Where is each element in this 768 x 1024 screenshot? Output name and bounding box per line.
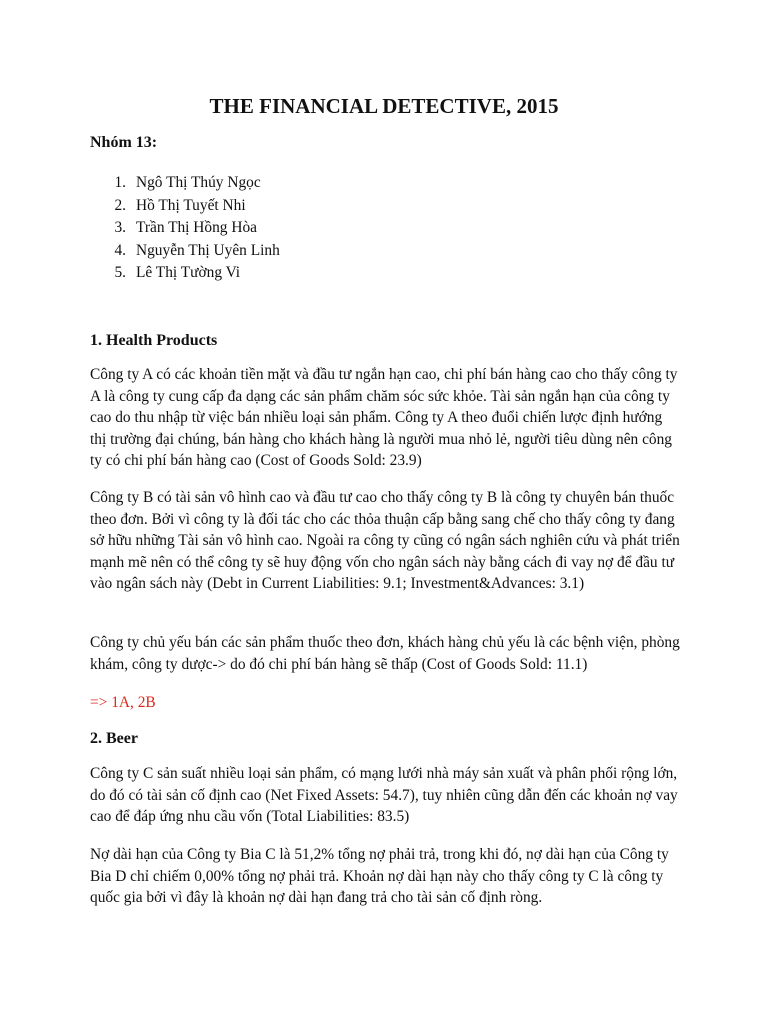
answer-text: => 1A, 2B — [90, 694, 156, 711]
section-answer — [90, 692, 682, 714]
member-name: Trần Thị Hồng Hòa — [136, 219, 257, 237]
member-name: Ngô Thị Thúy Ngọc — [136, 174, 261, 191]
paragraph-company-c: Công ty C sản suất nhiều loại sản phẩm, có mạng lưới nhà máy sản xuất và phân phối rộng lớn, do đó có tài sản cố định cao (Net Fixed Assets: 54.7), tuy nhiên cũng dẫn đến các khoản nợ vay cao để đáp ứng nhu cầu vốn (Total Liabilities: 83.5) — [90, 765, 678, 826]
list-item — [90, 217, 280, 240]
member-name: Nguyễn Thị Uyên Linh — [136, 241, 280, 259]
section-heading: 1. Health Products — [90, 332, 218, 349]
list-item-number: 1. — [114, 174, 126, 191]
section-beer — [90, 729, 682, 749]
list-item — [90, 172, 280, 195]
section-paragraph — [90, 487, 682, 595]
paragraph-company-a: Công ty A có các khoản tiền mặt và đầu tư ngắn hạn cao, chi phí bán hàng cao cho thấy công ty A là công ty cung cấp đa dạng các sản phẩm chăm sóc sức khỏe. Tài sản ngắn hạn của công ty cao do thu nhập từ việc bán nhiều loại sản phẩm. Công ty A theo đuổi chiến lược định hướng thị trường đại chúng, bán hàng cho khách hàng là người mua nhỏ lẻ, người tiêu dùng nên công ty có chi phí bán hàng cao (Cost of Goods Sold: 23.9) — [90, 366, 678, 470]
paragraph-prescription: Công ty chủ yếu bán các sản phẩm thuốc theo đơn, khách hàng chủ yếu là các bệnh viện, phòng khám, công ty dược-> do đó chi phí bán hàng sẽ thấp (Cost of Goods Sold: 11.1) — [90, 634, 680, 673]
section-paragraph — [90, 763, 682, 828]
list-item — [90, 240, 280, 263]
list-item — [90, 195, 280, 218]
section-health-products — [90, 331, 682, 351]
list-item-number: 5. — [114, 264, 126, 282]
document-title: THE FINANCIAL DETECTIVE, 2015 — [209, 94, 559, 118]
list-item-number: 4. — [114, 241, 126, 259]
section-paragraph — [90, 844, 682, 909]
paragraph-company-b: Công ty B có tài sản vô hình cao và đầu tư cao cho thấy công ty B là công ty chuyên bán thuốc theo đơn. Bởi vì công ty là đối tác cho các thỏa thuận cấp bằng sang chế cho thấy công ty đang sở hữu những Tài sản vô hình cao. Ngoài ra công ty cũng có ngân sách nghiên cứu và phát triển mạnh mẽ nên có thể công ty sẽ huy động vốn cho ngân sách này bằng cách đi vay nợ để đầu tư vào ngân sách này (Debt in Current Liabilities: 9.1; Investment&Advances: 3.1) — [90, 489, 680, 593]
member-list — [90, 172, 280, 285]
list-item-number: 2. — [114, 196, 126, 214]
list-item — [90, 262, 280, 285]
section-heading: 2. Beer — [90, 730, 138, 747]
paragraph-long-term-debt: Nợ dài hạn của Công ty Bia C là 51,2% tổng nợ phải trả, trong khi đó, nợ dài hạn của Công ty Bia D chỉ chiếm 0,00% tổng nợ phải trả. Khoản nợ dài hạn này cho thấy công ty C là công ty quốc gia bởi vì đây là khoản nợ dài hạn đang trả cho tài sản cố định ròng. — [90, 846, 669, 907]
group-heading: Nhóm 13: — [90, 134, 158, 151]
member-name: Lê Thị Tường Vi — [136, 264, 241, 282]
list-item-number: 3. — [114, 219, 126, 237]
section-paragraph — [90, 364, 682, 472]
member-name: Hồ Thị Tuyết Nhi — [136, 196, 246, 214]
section-paragraph — [90, 632, 682, 675]
